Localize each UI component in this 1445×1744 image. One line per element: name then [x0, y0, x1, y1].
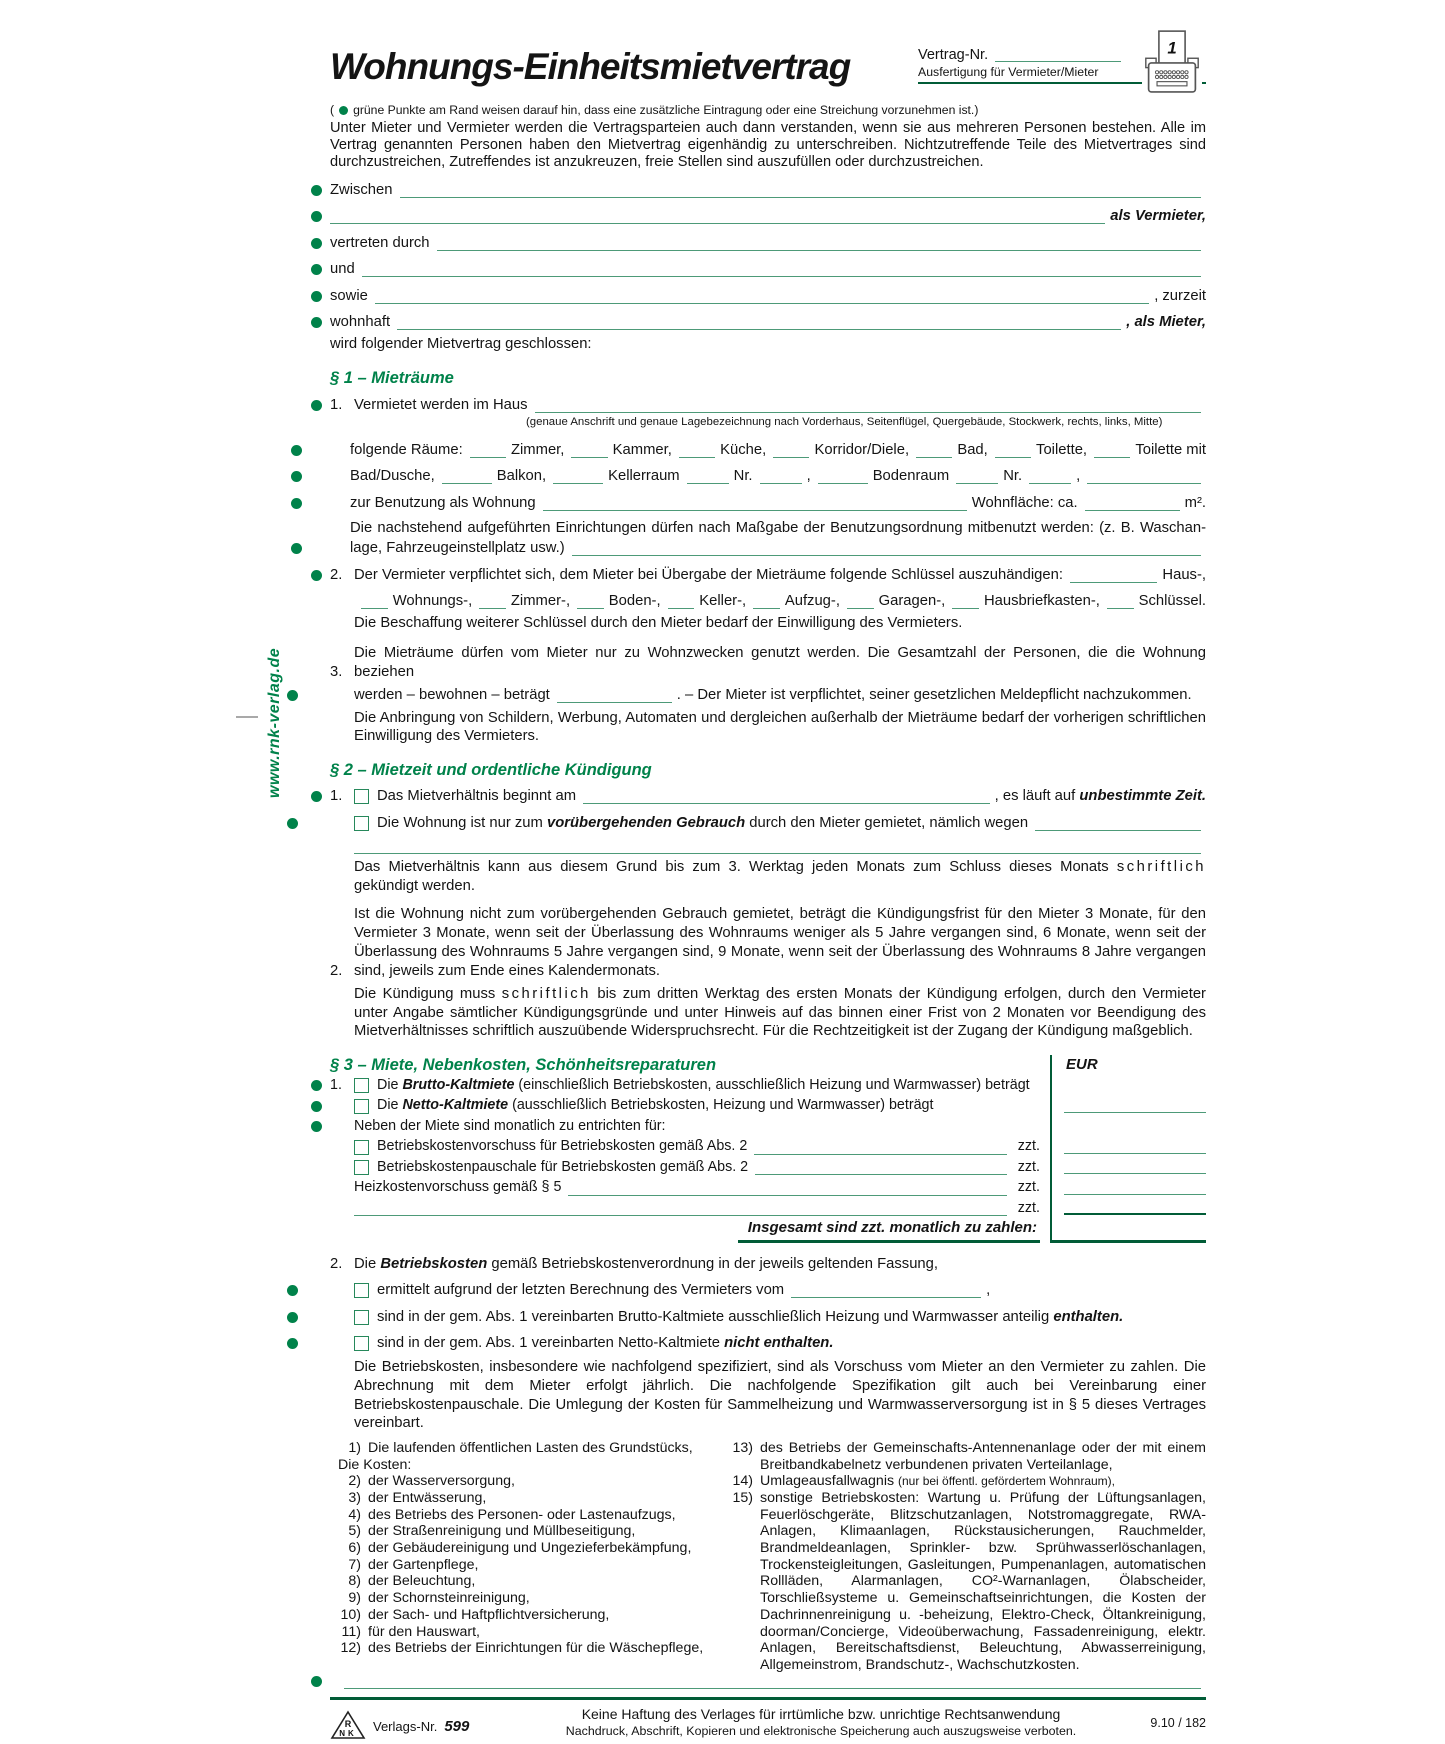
zzt-label: zzt.	[1017, 1199, 1040, 1216]
key-label: Garagen-,	[878, 593, 946, 610]
note-text: grüne Punkte am Rand weisen darauf hin, dass eine zusätzliche Eintragung oder eine Streichung vorzunehmen ist.)	[353, 103, 979, 117]
list-number: 1)	[348, 1439, 361, 1456]
verlags-nr-value: 599	[444, 1718, 470, 1736]
address-field[interactable]	[397, 329, 1121, 330]
heiz-field[interactable]	[568, 1195, 1006, 1196]
nr-label: Nr.	[1003, 468, 1023, 485]
room-label: Bad/Dusche,	[350, 468, 435, 485]
svg-text:1: 1	[1167, 38, 1177, 58]
schriftlich-spaced: schriftlich	[1116, 858, 1206, 875]
zurzeit-label: , zurzeit	[1154, 287, 1206, 304]
vertreten-label: vertreten durch	[330, 234, 430, 251]
count-field[interactable]	[916, 457, 952, 458]
green-dot-icon	[339, 106, 348, 115]
usage-lead: zur Benutzung als Wohnung	[350, 494, 536, 511]
list-number: 3)	[348, 1489, 361, 1506]
green-dot-icon	[287, 690, 298, 701]
green-dot-icon	[291, 543, 302, 554]
intro-paragraph: Unter Mieter und Vermieter werden die Vertragsparteien auch dann verstanden, wenn sie aus mehreren Personen bestehen. Alle im Vertrag genannten Personen haben den Mietvertrag eigenhändig zu unterschreiben. Nichtzutreffende Teile des Mietvertrages sind durchzustreichen, Zutreffendes ist anzukreuzen, freie Stellen sind auszufüllen oder durchzustreichen.	[330, 120, 1206, 171]
disclaimer-line1: Keine Haftung des Verlages für irrtümliche bzw. unrichtige Rechtsanwendung	[581, 1705, 1061, 1722]
list-number: 7)	[348, 1556, 361, 1573]
ausfertigung-label: Ausfertigung für Vermieter/Mieter	[918, 65, 1099, 79]
list-number: 12)	[340, 1640, 361, 1657]
count-field[interactable]	[470, 457, 506, 458]
item-number: 2.	[330, 566, 343, 583]
key-count-field[interactable]	[668, 608, 695, 609]
berechnung-date-field[interactable]	[791, 1297, 981, 1298]
publisher-block	[330, 1703, 548, 1744]
eur-amount-field[interactable]	[1064, 1153, 1206, 1154]
room-label: Korridor/Diele,	[814, 441, 910, 458]
s2-item2-row	[330, 905, 1206, 981]
comma: ,	[806, 468, 811, 485]
s1-item1-text: Vermietet werden im Haus	[354, 396, 528, 413]
rooms-row	[330, 441, 1206, 460]
green-dot-icon	[291, 471, 302, 482]
list-item: des Betriebs des Personen- oder Lastenaufzugs,	[368, 1506, 676, 1523]
tenant-name-field-2[interactable]	[375, 303, 1149, 304]
checkbox-bkv[interactable]	[354, 1140, 369, 1155]
brutto-enthalten-row	[330, 1308, 1206, 1327]
svg-text:R: R	[344, 1718, 352, 1729]
s2-item2-paragraph2	[330, 985, 1206, 1041]
bkv-row	[330, 1136, 1206, 1157]
unbestimmte-zeit-label: unbestimmte Zeit.	[1079, 788, 1206, 805]
bkv-field[interactable]	[754, 1154, 1006, 1155]
list-item: der Gartenpflege,	[368, 1556, 479, 1573]
key-count-field[interactable]	[847, 608, 874, 609]
text-segment: (ausschließlich Betriebskosten, Heizung und Warmwasser) beträgt	[512, 1097, 934, 1114]
green-dot-icon	[287, 1312, 298, 1323]
usage-field[interactable]	[543, 510, 967, 511]
room-label: Zimmer,	[510, 441, 565, 458]
s2-temp-use-row	[330, 814, 1206, 833]
list-number: 8)	[348, 1573, 361, 1590]
list-number: 14)	[732, 1473, 753, 1490]
party-row-sowie	[330, 287, 1206, 306]
key-label: Keller-,	[699, 593, 747, 610]
list-item: des Betriebs der Gemeinschafts-Antennenanlage oder der mit einem Breitbandkabelnetz verbundenen privaten Verteilanlage,	[760, 1439, 1206, 1473]
cost-list-left	[330, 1440, 712, 1674]
list-number: 6)	[348, 1540, 361, 1557]
nr-field[interactable]	[1029, 483, 1071, 484]
bkp-label: Betriebskostenpauschale für Betriebskosten gemäß Abs. 2	[377, 1158, 749, 1175]
room-label: Kellerraum	[608, 468, 680, 485]
temp-use-lead: Die Wohnung ist nur zum	[377, 814, 543, 831]
footer	[330, 1703, 1206, 1744]
vertrag-nr-label: Vertrag-Nr.	[918, 47, 989, 63]
s2-item1-row	[330, 787, 1206, 806]
text-segment: sind in der gem. Abs. 1 vereinbarten Brutto-Kaltmiete ausschließlich Heizung und Warmwasser anteilig	[377, 1308, 1050, 1325]
text-segment: Die Kündigung muss	[354, 986, 496, 1003]
reason-continuation-row	[330, 853, 1206, 856]
eur-total-field[interactable]	[1050, 1218, 1206, 1243]
green-dot-icon	[311, 400, 322, 411]
list-item-note: (nur bei öffentl. gefördertem Wohnraum),	[898, 1474, 1116, 1489]
verlags-nr-label: Verlags-Nr.	[373, 1719, 438, 1735]
list-item: Die laufenden öffentlichen Lasten des Grundstücks,	[368, 1439, 693, 1456]
nr-label: Nr.	[733, 468, 753, 485]
als-vermieter-label: als Vermieter,	[1110, 208, 1206, 225]
list-number: 13)	[732, 1439, 753, 1456]
ermittelt-row	[330, 1281, 1206, 1300]
s3-item2-row	[330, 1255, 1206, 1274]
reason-field-2[interactable]	[354, 853, 1201, 854]
checkbox-nicht-enthalten[interactable]	[354, 1336, 369, 1351]
blank-cost-row	[330, 1198, 1206, 1219]
checkbox-brutto[interactable]	[354, 1078, 369, 1093]
key-label: Hausbriefkasten-,	[983, 593, 1100, 610]
list-item: der Wasserversorgung,	[368, 1473, 515, 1490]
green-dot-icon	[311, 1101, 322, 1112]
eur-column-header: EUR	[1066, 1055, 1098, 1073]
key-label: Boden-,	[608, 593, 661, 610]
temp-use-tail: durch den Mieter gemietet, nämlich wegen	[749, 814, 1029, 831]
green-dot-icon	[311, 238, 322, 249]
list-number: 9)	[348, 1590, 361, 1607]
section3-table	[330, 1055, 1206, 1243]
einrichtungen-field[interactable]	[572, 555, 1201, 556]
party-row-vermieter	[330, 207, 1206, 226]
room-label: Toilette mit	[1135, 441, 1207, 458]
count-field[interactable]	[442, 483, 492, 484]
anbringung-text: Die Anbringung von Schildern, Werbung, Automaten und dergleichen außerhalb der Mieträume bedarf der vorherigen schriftlichen Einwilligung des Vermieters.	[354, 709, 1206, 745]
count-field[interactable]	[571, 457, 607, 458]
list-item: der Gebäudereinigung und Ungezieferbekämpfung,	[368, 1540, 692, 1557]
text-segment: Die	[377, 1076, 399, 1093]
list-number: 4)	[348, 1506, 361, 1523]
party-row-vertreten	[330, 234, 1206, 253]
text-segment: (einschließlich Betriebskosten, ausschließlich Heizung und Warmwasser) beträgt	[518, 1076, 1030, 1093]
landlord-name-field-2[interactable]	[330, 223, 1105, 224]
einrichtungen-row	[330, 539, 1206, 558]
section2-heading: § 2 – Mietzeit und ordentliche Kündigung	[330, 760, 652, 779]
text-segment: Das Mietverhältnis kann aus diesem Grund bis zum 3. Werktag jeden Monats zum Schluss dieses Monats	[354, 858, 1109, 875]
total-row	[330, 1218, 1206, 1243]
list-number: 15)	[732, 1489, 753, 1506]
landlord-name-field[interactable]	[400, 197, 1202, 198]
page-title: Wohnungs-Einheitsmietvertrag	[330, 46, 851, 87]
footer-rule	[330, 1697, 1206, 1700]
address-hint: (genaue Anschrift und genaue Lagebezeichnung nach Vorderhaus, Seitenflügel, Quergebäude, Stockwerk, rechts, links, Mitte)	[526, 415, 1163, 428]
key-count-field[interactable]	[577, 608, 604, 609]
bkp-field[interactable]	[755, 1174, 1007, 1175]
laeuft-auf-label: , es läuft auf	[994, 788, 1076, 805]
list-number: 10)	[340, 1606, 361, 1623]
list-number: 11)	[341, 1623, 361, 1640]
item-number: 1.	[330, 1076, 342, 1093]
schriftlich-spaced: schriftlich	[501, 986, 591, 1003]
list-item: der Entwässerung,	[368, 1489, 487, 1506]
count-field[interactable]	[687, 483, 729, 484]
house-address-field[interactable]	[535, 412, 1201, 413]
persons-lead: werden – bewohnen – beträgt	[354, 686, 550, 703]
s1-item2-text: Der Vermieter verpflichtet sich, dem Mieter bei Übergabe der Mieträume folgende Schlüssel auszuhändigen:	[354, 566, 1063, 583]
extra-room-field[interactable]	[1087, 483, 1201, 484]
key-label: Zimmer-,	[510, 593, 571, 610]
neben-row	[330, 1116, 1206, 1137]
ermittelt-label: ermittelt aufgrund der letzten Berechnung des Vermieters vom	[377, 1282, 785, 1299]
closing-line	[330, 335, 1206, 354]
s1-item3-row	[330, 644, 1206, 682]
bkv-label: Betriebskostenvorschuss für Betriebskosten gemäß Abs. 2	[377, 1138, 748, 1155]
green-dot-icon	[311, 1676, 322, 1687]
count-field[interactable]	[995, 457, 1031, 458]
s1-item1-row	[330, 396, 1206, 415]
nr-field[interactable]	[760, 483, 802, 484]
list-item: der Sach- und Haftpflichtversicherung,	[368, 1606, 610, 1623]
und-label: und	[330, 261, 355, 278]
betriebskosten-label: Betriebskosten	[380, 1255, 488, 1272]
green-dot-icon	[291, 498, 302, 509]
green-dot-icon	[311, 264, 322, 275]
item-number: 1.	[330, 396, 343, 413]
eur-amount-field[interactable]	[1064, 1112, 1206, 1113]
green-dot-icon	[287, 1285, 298, 1296]
s2-item2-paragraph: Ist die Wohnung nicht zum vorübergehenden Gebrauch gemietet, beträgt die Kündigungsfrist für den Mieter 3 Monate, für den Vermieter 3 Monate, wenn seit der Überlassung des Wohnraums weniger als 5 Jahre vergangen sind, 6 Monate, wenn seit der Überlassung des Wohnraums 5 Jahre vergangen sind, 9 Monate, wenn seit der Überlassung des Wohnraums 8 Jahre vergangen sind, jeweils zum Ende eines Kalendermonats.	[354, 906, 1206, 980]
insgesamt-label: Insgesamt sind zzt. monatlich zu zahlen:	[738, 1218, 1040, 1243]
rooms-lead: folgende Räume:	[350, 441, 463, 458]
other-cost-field[interactable]	[354, 1215, 1007, 1216]
green-dot-icon	[311, 1121, 322, 1132]
item-number: 1.	[330, 788, 343, 805]
checkbox-brutto-enthalten[interactable]	[354, 1310, 369, 1325]
key-count-field[interactable]	[1107, 608, 1134, 609]
persons-tail: . – Der Mieter ist verpflichtet, seiner gesetzlichen Meldepflicht nachzukommen.	[676, 686, 1192, 703]
list-item: Die Kosten:	[338, 1456, 412, 1473]
list-item: des Betriebs der Einrichtungen für die Wäschepflege,	[368, 1640, 704, 1657]
green-dot-icon	[311, 791, 322, 802]
room-label: Balkon,	[496, 468, 547, 485]
text-segment: gemäß Betriebskostenverordnung in der jeweils geltenden Fassung,	[491, 1255, 938, 1272]
key-count-field[interactable]	[753, 608, 780, 609]
netto-row	[330, 1095, 1206, 1116]
room-label: Toilette,	[1036, 441, 1088, 458]
publisher-url-vertical: www.rnk-verlag.de	[266, 647, 283, 798]
s3-heading-row	[330, 1055, 1206, 1075]
green-dot-note	[330, 103, 1206, 117]
key-label: Aufzug-,	[784, 593, 840, 610]
item-number: 3.	[330, 663, 343, 680]
key-label: Haus-,	[1162, 566, 1206, 583]
list-item: Umlageausfallwagnis	[760, 1473, 895, 1490]
bottom-blank-field[interactable]	[344, 1688, 1201, 1689]
checkbox-bkp[interactable]	[354, 1160, 369, 1175]
key-label: Wohnungs-,	[392, 593, 473, 610]
count-field[interactable]	[818, 483, 868, 484]
betriebskosten-paragraph: Die Betriebskosten, insbesondere wie nachfolgend spezifiziert, sind als Vorschuss vom Mieter an den Vermieter zu zahlen. Die Abrechnung mit dem Mieter erfolgt jährlich. Die nachfolgende Spezifikation gilt auch bei Vereinbarung einer Betriebskostenpauschale. Die Umlegung der Kosten für Sammelheizung und Warmwasserversorgung ist in § 5 dieses Vertrages vereinbart.	[354, 1359, 1206, 1432]
temp-use-bold: vorübergehenden Gebrauch	[546, 814, 746, 831]
netto-kaltmiete-label: Netto-Kaltmiete	[402, 1097, 509, 1114]
wohnflaeche-label: Wohnfläche: ca.	[971, 494, 1078, 511]
section3-heading: § 3 – Miete, Nebenkosten, Schönheitsreparaturen	[330, 1055, 717, 1074]
comma: ,	[1076, 468, 1081, 485]
svg-text:NK: NK	[339, 1728, 357, 1738]
enthalten-label: enthalten.	[1053, 1308, 1124, 1325]
item-number: 2.	[330, 1255, 343, 1272]
checkbox-voruebergehend[interactable]	[354, 816, 369, 831]
footer-center	[548, 1703, 1094, 1738]
fold-mark	[236, 716, 258, 718]
rnk-logo	[330, 1710, 366, 1744]
neben-der-miete-label: Neben der Miete sind monatlich zu entrichten für:	[354, 1117, 666, 1134]
eur-amount-field[interactable]	[1064, 1173, 1206, 1174]
key-count-field[interactable]	[479, 608, 506, 609]
green-dot-icon	[311, 317, 322, 328]
zzt-label: zzt.	[1017, 1138, 1040, 1155]
text-segment: sind in der gem. Abs. 1 vereinbarten Netto-Kaltmiete	[377, 1335, 720, 1352]
green-dot-icon	[287, 1338, 298, 1349]
reason-field[interactable]	[1035, 830, 1201, 831]
text-segment: Die	[377, 1097, 399, 1114]
checkbox-ermittelt[interactable]	[354, 1283, 369, 1298]
document-body	[330, 34, 1206, 1744]
s1-item2-row	[330, 566, 1206, 585]
green-dot-icon	[311, 211, 322, 222]
typewriter-icon	[1142, 29, 1202, 100]
s1-item3-line1: Die Mieträume dürfen vom Mieter nur zu Wohnzwecken genutzt werden. Die Gesamtzahl der Personen, die die Wohnung beziehen	[354, 644, 1206, 680]
green-dot-icon	[311, 570, 322, 581]
checkbox-netto[interactable]	[354, 1099, 369, 1114]
text-segment: Die	[354, 1255, 377, 1272]
eur-amount-field[interactable]	[1064, 1213, 1206, 1215]
representative-field[interactable]	[437, 250, 1201, 251]
sowie-label: sowie	[330, 287, 368, 304]
key-count-field[interactable]	[361, 608, 388, 609]
green-dot-icon	[287, 818, 298, 829]
header	[330, 34, 1206, 98]
wohnhaft-label: wohnhaft	[330, 314, 391, 331]
s2-kuendigung-kurz	[330, 858, 1206, 895]
count-field[interactable]	[1094, 457, 1130, 458]
room-label: Kammer,	[612, 441, 672, 458]
heiz-row	[330, 1177, 1206, 1198]
area-field[interactable]	[1085, 510, 1180, 511]
list-number: 5)	[348, 1523, 361, 1540]
tenant-name-field[interactable]	[362, 276, 1201, 277]
keys-row	[330, 592, 1206, 611]
persons-row	[330, 686, 1206, 705]
green-dot-icon	[311, 1080, 322, 1091]
header-right-block	[918, 38, 1206, 84]
text-segment: bis zum dritten Werktag des ersten Monats der Kündigung erfolgen, durch den Vermieter unter Angabe sämtlicher Kündigungsgründe und unter Hinweis auf das binnen einer Frist von 2 Monaten vor Beendigung des Mietverhältnisses schriftlich auszuübende Widerspruchsrecht. Für die Rechtzeitigkeit ist der Zugang der Kündigung maßgeblich.	[354, 986, 1206, 1040]
room-label: Küche,	[720, 441, 767, 458]
key-label: Schlüssel.	[1138, 593, 1207, 610]
key-count-field[interactable]	[1070, 582, 1157, 583]
count-field[interactable]	[679, 457, 715, 458]
green-dot-icon	[311, 291, 322, 302]
key-count-field[interactable]	[952, 608, 979, 609]
eur-amount-field[interactable]	[1064, 1194, 1206, 1195]
heizkosten-label: Heizkostenvorschuss gemäß § 5	[354, 1179, 562, 1196]
comma: ,	[986, 1282, 991, 1299]
list-item: der Beleuchtung,	[368, 1573, 476, 1590]
party-row-und	[330, 260, 1206, 279]
room-label: Bodenraum	[872, 468, 950, 485]
room-label: Bad,	[957, 441, 988, 458]
list-item: der Straßenreinigung und Müllbeseitigung,	[368, 1523, 636, 1540]
note-open-paren: (	[330, 103, 335, 117]
disclaimer-line2: Nachdruck, Abschrift, Kopieren und elektronische Speicherung auch auszugsweise verboten.	[565, 1723, 1077, 1738]
party-row-wohnhaft	[330, 313, 1206, 332]
text-segment: gekündigt werden.	[354, 877, 475, 894]
list-number: 2)	[348, 1473, 361, 1490]
green-dot-icon	[291, 445, 302, 456]
section1-heading: § 1 – Mieträume	[330, 369, 454, 388]
einrichtungen-tail: lage, Fahrzeugeinstellplatz usw.)	[350, 540, 565, 557]
list-item: sonstige Betriebskosten: Wartung u. Prüfung der Lüftungsanlagen, Feuerlöschgeräte, Blitzschutzanlagen, Notstromaggregate, RWA-Anlagen, Klimaanlagen, Rückstausicherungen, Rauchmelder, Brandmeldeanlagen, Sprinkler- bzw. Sprühwasserlöschanlagen, Trockensteigleitungen, Gasleitungen, Pumpenanlagen, automatischen Rollläden, Alarmanlagen, CO²-Warnanlagen, Ölabscheider, Torschließsysteme u. Gemeinschaftseinrichtungen, die Kosten der Dachrinnenreinigung u. -beheizung, Elektro-Check, Öltankreinigung, doorman/Concierge, Videoüberwachung, Fassadenreinigung, elektr. Anlagen, Bereitschaftsdienst, Beleuchtung, Abwasserreinigung, Allgemeinstrom, Brandschutz-, Wachschutzkosten.	[760, 1489, 1206, 1673]
brutto-kaltmiete-label: Brutto-Kaltmiete	[402, 1076, 515, 1093]
mietbeginn-label: Das Mietverhältnis beginnt am	[377, 788, 577, 805]
nicht-enthalten-label: nicht enthalten.	[724, 1335, 834, 1352]
persons-count-field[interactable]	[557, 702, 672, 703]
zzt-label: zzt.	[1017, 1158, 1040, 1175]
checkbox-mietbeginn[interactable]	[354, 789, 369, 804]
unit-label: m².	[1184, 494, 1206, 511]
netto-nicht-enthalten-row	[330, 1334, 1206, 1353]
einrichtungen-text: Die nachstehend aufgeführten Einrichtungen dürfen nach Maßgabe der Benutzungsordnung mitbenutzt werden: (z. B. Waschan-	[350, 519, 1206, 536]
bkp-row	[330, 1157, 1206, 1178]
count-field[interactable]	[553, 483, 603, 484]
vertrag-nr-field[interactable]	[995, 61, 1121, 62]
zzt-label: zzt.	[1017, 1179, 1040, 1196]
als-mieter-label: , als Mieter,	[1126, 314, 1206, 331]
list-item: für den Hauswart,	[368, 1623, 480, 1640]
start-date-field[interactable]	[583, 803, 990, 804]
beschaffung-text: Die Beschaffung weiterer Schlüssel durch den Mieter bedarf der Einwilligung des Vermieters.	[354, 615, 963, 632]
zwischen-label: Zwischen	[330, 181, 393, 198]
list-item: der Schornsteinreinigung,	[368, 1590, 530, 1607]
party-row-zwischen	[330, 181, 1206, 200]
rooms-row-2	[330, 467, 1206, 486]
cost-lists	[330, 1440, 1206, 1674]
count-field[interactable]	[956, 483, 998, 484]
brutto-row	[330, 1075, 1206, 1096]
green-dot-icon	[311, 185, 322, 196]
bottom-blank-row	[330, 1688, 1206, 1691]
cost-list-right	[712, 1440, 1206, 1674]
item-number: 2.	[330, 963, 343, 980]
count-field[interactable]	[773, 457, 809, 458]
closing-text: wird folgender Mietvertrag geschlossen:	[330, 336, 592, 353]
edition-code: 9.10 / 182	[1150, 1715, 1206, 1730]
usage-row	[330, 494, 1206, 513]
